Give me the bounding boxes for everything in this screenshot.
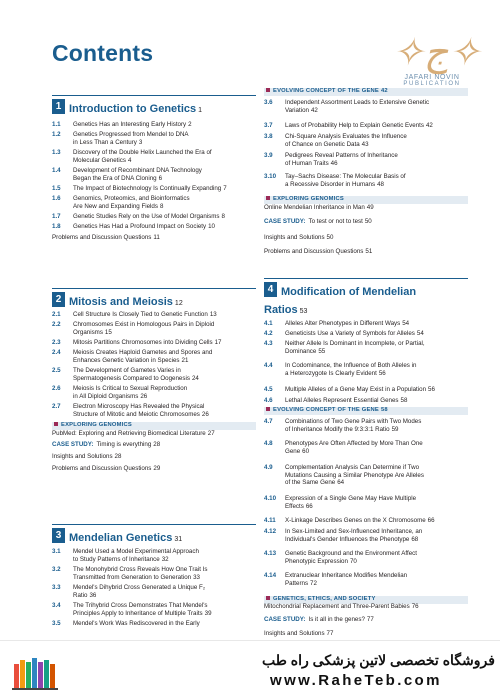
publisher-watermark — [392, 30, 481, 87]
insights-line[interactable]: Insights and Solutions 77 — [264, 630, 334, 637]
watermark-line1: JAFARI NOVIN — [404, 74, 460, 81]
toc-entry-2-4[interactable]: 2.4 Meiosis Creates Haploid Gametes and Spores and Enhances Genetic Variation in Species 21 — [52, 349, 213, 364]
chapter-title: Mitosis and Meiosis — [69, 296, 173, 308]
toc-entry-3-8[interactable]: 3.8 Chi-Square Analysis Evaluates the Influence of Chance on Genetic Data 43 — [264, 133, 407, 148]
problems-discussion-line[interactable]: Problems and Discussion Questions 51 — [264, 248, 373, 255]
problems-discussion-line[interactable]: Problems and Discussion Questions 11 — [52, 234, 160, 241]
toc-entry-1-1[interactable]: 1.1 Genetics Has an Interesting Early History 2 — [52, 121, 192, 128]
toc-entry-4-7[interactable]: 4.7 Combinations of Two Gene Pairs with Two Modes of Inheritance Modify the 9:3:3:1 Ratio 59 — [264, 418, 422, 433]
toc-entry-3-1[interactable]: 3.1 Mendel Used a Model Experimental Approach to Study Patterns of Inheritance 32 — [52, 548, 199, 563]
insights-line[interactable]: Insights and Solutions 28 — [52, 453, 122, 460]
insights-line[interactable]: Insights and Solutions 50 — [264, 234, 334, 241]
books-logo-icon — [10, 650, 68, 692]
toc-entry-4-2[interactable]: 4.2 Geneticists Use a Variety of Symbols for Alleles 54 — [264, 330, 424, 337]
toc-entry-4-1[interactable]: 4.1 Alleles Alter Phenotypes in Different Ways 54 — [264, 320, 410, 327]
case-study-line[interactable]: CASE STUDY: Timing is everything 28 — [52, 441, 161, 448]
toc-entry-3-7[interactable]: 3.7 Laws of Probability Help to Explain Genetic Events 42 — [264, 122, 433, 129]
feature-square-icon — [266, 596, 270, 600]
feature-square-icon — [266, 196, 270, 200]
chapter-number: 3 — [52, 528, 65, 543]
toc-entry-4-12[interactable]: 4.12 In Sex-Limited and Sex-Influenced Inheritance, an Individual's Gender Influences the Phenotype 68 — [264, 528, 423, 543]
feature-entry[interactable]: Mitochondrial Replacement and Three-Parent Babies 76 — [264, 603, 419, 610]
chapter-4-heading[interactable] — [264, 278, 468, 318]
toc-entry-4-11[interactable]: 4.11 X-Linkage Describes Genes on the X Chromosome 66 — [264, 517, 435, 524]
toc-entry-4-6[interactable]: 4.6 Lethal Alleles Represent Essential Genes 58 — [264, 397, 408, 404]
chapter-title: Introduction to Genetics — [69, 103, 197, 115]
toc-entry-3-5[interactable]: 3.5 Mendel's Work Was Rediscovered in the Early — [52, 620, 200, 627]
feature-square-icon — [266, 407, 270, 411]
chapter-number: 4 — [264, 282, 277, 297]
case-study-line[interactable]: CASE STUDY: To test or not to test 50 — [264, 218, 372, 225]
toc-entry-1-2[interactable]: 1.2 Genetics Progressed from Mendel to DNA in Less Than a Century 3 — [52, 131, 189, 146]
toc-entry-4-9[interactable]: 4.9 Complementation Analysis Can Determine if Two Mutations Causing a Similar Phenotype Are Alleles of the Same Gene 64 — [264, 464, 424, 487]
store-url-link[interactable]: www.RaheTeb.com — [270, 672, 442, 689]
store-name-persian: فروشگاه تخصصی لاتین پزشکی راه طب — [262, 652, 495, 668]
chapter-number: 1 — [52, 99, 65, 114]
feature-label-evolving-concept: EVOLVING CONCEPT OF THE GENE 58 — [264, 407, 468, 415]
toc-entry-2-2[interactable]: 2.2 Chromosomes Exist in Homologous Pairs in Diploid Organisms 15 — [52, 321, 215, 336]
watermark-line2: PUBLICATION — [403, 81, 461, 87]
toc-entry-1-4[interactable]: 1.4 Development of Recombinant DNA Technology Began the Era of DNA Cloning 6 — [52, 167, 202, 182]
toc-entry-3-6[interactable]: 3.6 Independent Assortment Leads to Extensive Genetic Variation 42 — [264, 99, 430, 114]
toc-entry-1-7[interactable]: 1.7 Genetic Studies Rely on the Use of Model Organisms 8 — [52, 213, 225, 220]
store-footer-banner — [0, 640, 500, 700]
chapter-number: 2 — [52, 292, 65, 307]
page-title: Contents — [52, 40, 154, 66]
footer-divider — [0, 640, 500, 641]
feature-label-exploring-genomics: EXPLORING GENOMICS — [52, 422, 256, 430]
publisher-logo-icon: ✧ج✧ — [392, 30, 481, 74]
feature-label-ethics-society: GENETICS, ETHICS, AND SOCIETY — [264, 596, 468, 604]
chapter-page: 1 — [198, 107, 203, 114]
toc-entry-3-3[interactable]: 3.3 Mendel's Dihybrid Cross Generated a Unique F₂ Ratio 36 — [52, 584, 206, 599]
problems-discussion-line[interactable]: Problems and Discussion Questions 29 — [52, 465, 161, 472]
toc-entry-3-10[interactable]: 3.10 Tay–Sachs Disease: The Molecular Basis of a Recessive Disorder in Humans 48 — [264, 173, 406, 188]
toc-entry-1-8[interactable]: 1.8 Genetics Has Had a Profound Impact on Society 10 — [52, 223, 215, 230]
toc-entry-3-9[interactable]: 3.9 Pedigrees Reveal Patterns of Inheritance of Human Traits 46 — [264, 152, 398, 167]
toc-entry-2-1[interactable]: 2.1 Cell Structure Is Closely Tied to Genetic Function 13 — [52, 311, 217, 318]
toc-entry-3-2[interactable]: 3.2 The Monohybrid Cross Reveals How One Trait Is Transmitted from Generation to Generation 33 — [52, 566, 208, 581]
feature-square-icon — [54, 422, 58, 426]
chapter-page: 12 — [174, 300, 183, 307]
toc-entry-1-6[interactable]: 1.6 Genomics, Proteomics, and Bioinformatics Are New and Expanding Fields 8 — [52, 195, 190, 210]
toc-entry-4-14[interactable]: 4.14 Extranuclear Inheritance Modifies Mendelian Patterns 72 — [264, 572, 408, 587]
chapter-3-heading[interactable] — [52, 524, 256, 546]
chapter-title-line2: Ratios — [264, 304, 298, 316]
chapter-title: Mendelian Genetics — [69, 532, 173, 544]
toc-entry-3-4[interactable]: 3.4 The Trihybrid Cross Demonstrates That Mendel's Principles Apply to Inheritance of Multiple Traits 39 — [52, 602, 212, 617]
chapter-1-heading[interactable] — [52, 95, 256, 117]
feature-square-icon — [266, 88, 270, 92]
toc-entry-4-10[interactable]: 4.10 Expression of a Single Gene May Have Multiple Effects 66 — [264, 495, 417, 510]
feature-entry[interactable]: Online Mendelian Inheritance in Man 49 — [264, 204, 374, 211]
feature-label-exploring-genomics: EXPLORING GENOMICS — [264, 196, 468, 204]
toc-entry-4-5[interactable]: 4.5 Multiple Alleles of a Gene May Exist in a Population 56 — [264, 386, 435, 393]
toc-entry-2-5[interactable]: 2.5 The Development of Gametes Varies in Spermatogenesis Compared to Oogenesis 24 — [52, 367, 199, 382]
chapter-page: 53 — [299, 308, 308, 315]
toc-entry-4-8[interactable]: 4.8 Phenotypes Are Often Affected by More Than One Gene 60 — [264, 440, 423, 455]
toc-entry-2-6[interactable]: 2.6 Meiosis Is Critical to Sexual Reproduction in All Diploid Organisms 26 — [52, 385, 188, 400]
chapter-2-heading[interactable] — [52, 288, 256, 310]
toc-entry-1-3[interactable]: 1.3 Discovery of the Double Helix Launched the Era of Molecular Genetics 4 — [52, 149, 212, 164]
feature-entry[interactable]: PubMed: Exploring and Retrieving Biomedical Literature 27 — [52, 430, 215, 437]
toc-entry-1-5[interactable]: 1.5 The Impact of Biotechnology Is Continually Expanding 7 — [52, 185, 227, 192]
toc-entry-4-4[interactable]: 4.4 In Codominance, the Influence of Both Alleles in a Heterozygote Is Clearly Evident 56 — [264, 362, 417, 377]
toc-entry-2-3[interactable]: 2.3 Mitosis Partitions Chromosomes into Dividing Cells 17 — [52, 339, 222, 346]
chapter-title-line1: Modification of Mendelian — [281, 286, 417, 298]
feature-label-evolving-concept: EVOLVING CONCEPT OF THE GENE 42 — [264, 88, 468, 96]
toc-entry-4-3[interactable]: 4.3 Neither Allele Is Dominant in Incomplete, or Partial, Dominance 55 — [264, 340, 425, 355]
chapter-page: 31 — [174, 536, 183, 543]
toc-entry-2-7[interactable]: 2.7 Electron Microscopy Has Revealed the Physical Structure of Mitotic and Meiotic Chromosomes 26 — [52, 403, 209, 418]
case-study-line[interactable]: CASE STUDY: Is it all in the genes? 77 — [264, 616, 374, 623]
toc-entry-4-13[interactable]: 4.13 Genetic Background and the Environment Affect Phenotypic Expression 70 — [264, 550, 417, 565]
